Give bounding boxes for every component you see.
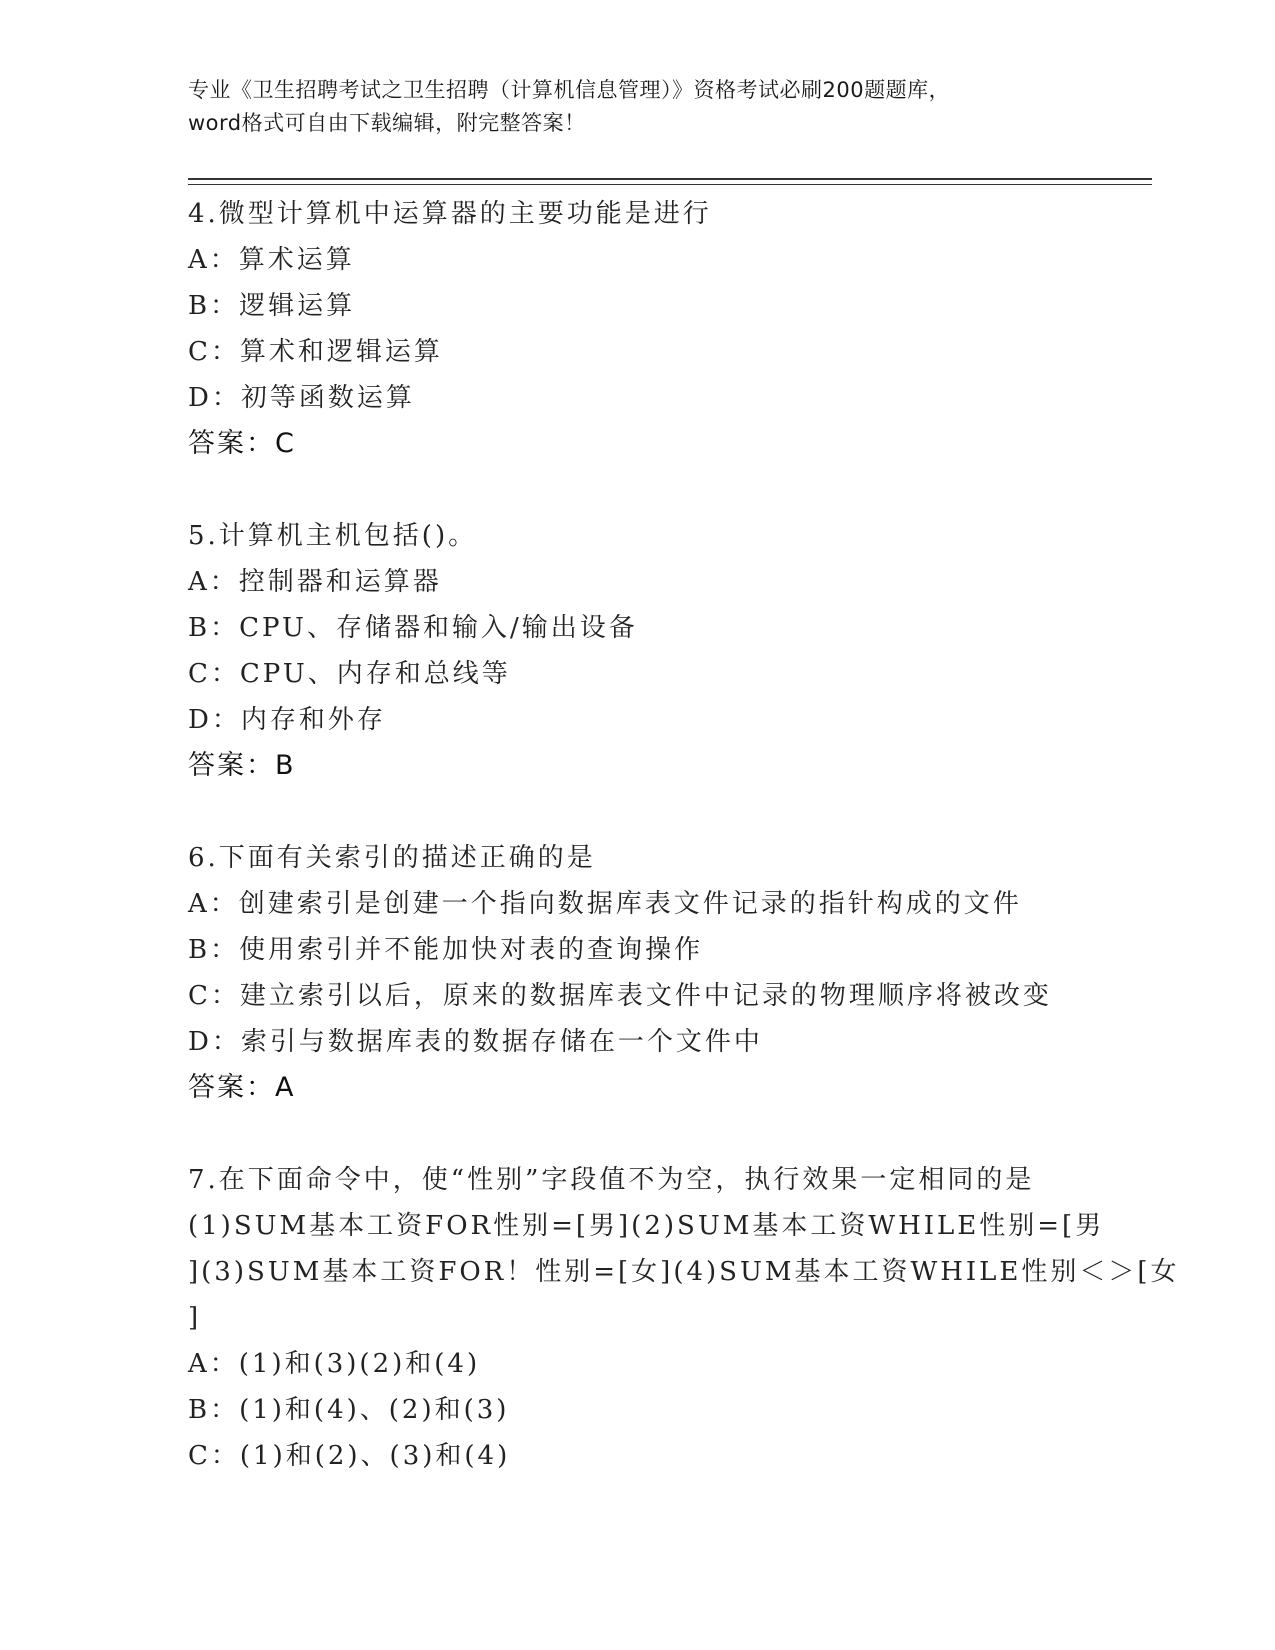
header-title-line-1: 专业《卫生招聘考试之卫生招聘（计算机信息管理）》资格考试必刷200题题库， — [188, 78, 951, 102]
option-d: D：索引与数据库表的数据存储在一个文件中 — [188, 1027, 763, 1057]
question-4 — [188, 191, 1128, 467]
option-d: D：初等函数运算 — [188, 383, 415, 413]
option-a: A：(1)和(3)(2)和(4) — [188, 1349, 481, 1379]
option-a: A：算术运算 — [188, 245, 355, 275]
answer-key: 答案：C — [188, 428, 296, 459]
option-c: C：CPU、内存和总线等 — [188, 659, 511, 689]
question-7 — [188, 1157, 1180, 1479]
option-b: B：CPU、存储器和输入/输出设备 — [188, 613, 638, 643]
question-stem: 5.计算机主机包括()。 — [188, 521, 478, 551]
option-b: B：(1)和(4)、(2)和(3) — [188, 1395, 510, 1425]
question-stem: 4.微型计算机中运算器的主要功能是进行 — [188, 199, 712, 229]
header-divider-thin — [188, 184, 1152, 185]
question-list — [188, 191, 1180, 1525]
option-a: A：创建索引是创建一个指向数据库表文件记录的指针构成的文件 — [188, 889, 1022, 919]
question-stem-line-2: (1)SUM基本工资FOR性别=[男](2)SUM基本工资WHILE性别=[男 — [188, 1211, 1105, 1241]
question-stem-line-1: 7.在下面命令中，使“性别”字段值不为空，执行效果一定相同的是 — [188, 1165, 1035, 1195]
header-title-line-2: word格式可自由下载编辑，附完整答案！ — [188, 111, 586, 135]
question-stem-line-4: ] — [188, 1303, 202, 1333]
question-stem: 6.下面有关索引的描述正确的是 — [188, 843, 596, 873]
option-c: C：(1)和(2)、(3)和(4) — [188, 1441, 511, 1471]
header-divider-thick — [188, 178, 1152, 180]
document-header — [188, 74, 1088, 140]
question-6 — [188, 835, 1128, 1111]
answer-key: 答案：B — [188, 750, 296, 781]
option-c: C：建立索引以后，原来的数据库表文件中记录的物理顺序将被改变 — [188, 981, 1052, 1011]
question-5 — [188, 513, 1128, 789]
option-d: D：内存和外存 — [188, 705, 386, 735]
option-b: B：逻辑运算 — [188, 291, 356, 321]
answer-key: 答案：A — [188, 1072, 296, 1103]
option-c: C：算术和逻辑运算 — [188, 337, 443, 367]
option-b: B：使用索引并不能加快对表的查询操作 — [188, 935, 704, 965]
question-stem-line-3: ](3)SUM基本工资FOR！性别=[女](4)SUM基本工资WHILE性别＜＞[女 — [188, 1257, 1180, 1287]
option-a: A：控制器和运算器 — [188, 567, 442, 597]
